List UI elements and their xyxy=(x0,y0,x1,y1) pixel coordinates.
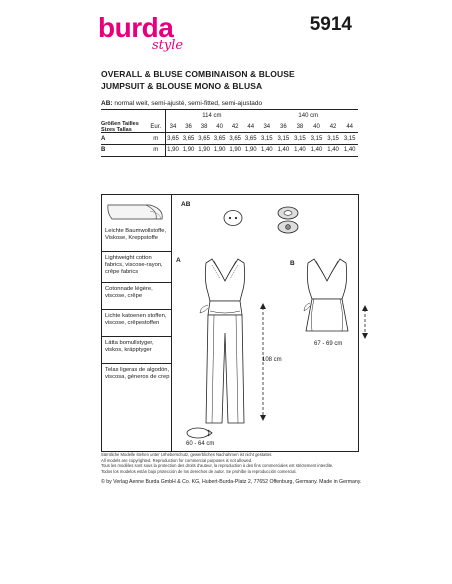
yardage-cell: 1,90 xyxy=(244,146,257,153)
table-row-a xyxy=(101,133,358,144)
yardage-cell: 3,15 xyxy=(294,135,306,142)
eur-label: Eur. xyxy=(150,124,162,130)
waist-a-measure: 60 - 64 cm xyxy=(186,441,215,447)
size-cell: 42 xyxy=(329,124,337,130)
fit-prefix: AB: xyxy=(101,100,113,107)
fabric-sv: Lätta bomullstyger, viskos, kräpptyger xyxy=(105,340,154,354)
blouse-b-illustration xyxy=(302,255,352,335)
button-icon xyxy=(222,209,244,227)
unit-label: m xyxy=(153,146,159,153)
view-ab-label: AB xyxy=(181,201,191,208)
yardage-cell: 3,15 xyxy=(343,135,356,142)
yardage-cell: 3,65 xyxy=(229,135,242,142)
legal-line-de: Sämtliche Modelle stehen unter Urheberschutz, gewerbliches Nachahmen ist nicht gestattet. xyxy=(101,452,273,457)
burda-style-logo xyxy=(98,12,184,53)
length-arrow-b xyxy=(360,305,370,339)
brand-sub: style xyxy=(152,38,184,53)
yardage-cell: 3,65 xyxy=(244,135,257,142)
fabric-divider xyxy=(102,251,171,252)
fabric-fr: Cotonnade légère, viscose, crêpe xyxy=(105,286,153,300)
title-line-2: JUMPSUIT & BLOUSE MONO & BLUSA xyxy=(101,80,263,91)
copyright-line: © by Verlag Aenne Burda GmbH & Co. KG, Hubert-Burda-Platz 2, 77652 Offenburg, Germany. Made in Germany. xyxy=(101,479,362,485)
yardage-cell: 1,40 xyxy=(310,146,323,153)
table-width-row xyxy=(101,110,358,121)
jumpsuit-a-illustration xyxy=(190,253,260,428)
fabric-de: Leichte Baumwollstoffe, Viskose, Kreppstoffe xyxy=(105,228,167,242)
legal-notice xyxy=(101,452,333,474)
yardage-cell: 1,90 xyxy=(167,146,179,153)
view-b-label: B xyxy=(290,260,295,267)
yardage-cell: 1,40 xyxy=(277,146,290,153)
yardage-cell: 1,90 xyxy=(198,146,210,153)
unit-label: m xyxy=(153,135,159,142)
size-cell: 38 xyxy=(296,124,304,130)
pattern-titles xyxy=(101,69,295,92)
width-140-label: 140 cm xyxy=(298,112,319,119)
yardage-cell: 3,15 xyxy=(277,135,290,142)
yardage-cell: 1,90 xyxy=(213,146,226,153)
fabric-es: Telas ligeras de algodón, viscosa, géneros de crep xyxy=(105,367,170,381)
size-cell: 44 xyxy=(247,124,255,130)
yardage-cell: 3,65 xyxy=(198,135,210,142)
fabric-swatch-icon xyxy=(106,201,166,223)
fabric-divider xyxy=(102,336,171,337)
width-114-label: 114 cm xyxy=(202,112,222,119)
fabric-column-divider xyxy=(171,195,172,451)
brand-name: burda xyxy=(98,12,174,43)
yardage-cell: 1,40 xyxy=(260,146,273,153)
fabric-nl: Lichte katoenen stoffen, viscose, crêpestoffen xyxy=(105,313,167,327)
fabric-divider xyxy=(102,363,171,364)
illustration-panel xyxy=(101,194,359,452)
size-cell: 40 xyxy=(216,124,223,130)
table-bottom-rule xyxy=(101,156,358,157)
size-cell: 34 xyxy=(263,124,271,130)
pattern-number: 5914 xyxy=(309,14,352,35)
size-cell: 44 xyxy=(346,124,353,130)
table-row-b xyxy=(101,144,358,155)
yardage-cell: 3,15 xyxy=(310,135,323,142)
yardage-cell: 1,40 xyxy=(343,146,356,153)
waist-measure-icon xyxy=(184,426,214,440)
length-a-measure: 108 cm xyxy=(262,357,282,363)
fabric-divider xyxy=(102,309,171,310)
size-cell: 36 xyxy=(280,124,287,130)
yardage-cell: 1,90 xyxy=(182,146,195,153)
yardage-cell: 1,90 xyxy=(229,146,242,153)
fabric-divider xyxy=(102,282,171,283)
legal-line-es: Todos los modelos están bajo protección de los derechos de autor. Se prohíbe la reproducción comercial. xyxy=(101,468,297,474)
yardage-cell: 3,65 xyxy=(213,135,226,142)
fit-description xyxy=(101,100,262,107)
yardage-table xyxy=(101,110,358,155)
fabric-en: Lightweight cotton fabrics, viscose-rayon, crêpe fabrics xyxy=(105,255,163,276)
view-label: B xyxy=(101,146,106,153)
fit-text: normal weit, semi-ajusté, semi-fitted, semi-ajustado xyxy=(112,100,263,107)
yardage-cell: 3,15 xyxy=(260,135,273,142)
size-cell: 34 xyxy=(169,124,177,130)
yardage-cell: 3,65 xyxy=(167,135,179,142)
sizes-label: Größen Tailles Sizes Tallas xyxy=(101,121,139,133)
view-a-label: A xyxy=(176,257,181,264)
legal-line-fr: Tous les modèles sont sous la protection des droits d'auteur, la reproduction à des fins commerciales est strictement interdite. xyxy=(101,463,334,468)
table-size-row xyxy=(101,121,358,133)
length-b-measure: 67 - 69 cm xyxy=(314,341,343,347)
size-cell: 42 xyxy=(231,124,239,130)
title-line-1: OVERALL & BLUSE COMBINAISON & BLOUSE xyxy=(101,69,295,79)
view-label: A xyxy=(101,135,106,142)
yardage-cell: 3,65 xyxy=(182,135,195,142)
size-cell: 40 xyxy=(313,124,320,130)
yardage-cell: 1,40 xyxy=(327,146,339,153)
size-cell: 36 xyxy=(185,124,192,130)
legal-line-en: All models are copyrighted. Reproduction for commercial purposes is not allowed. xyxy=(101,457,253,463)
yardage-cell: 1,40 xyxy=(294,146,306,153)
yardage-cell: 3,15 xyxy=(327,135,339,142)
size-cell: 38 xyxy=(200,124,208,130)
snap-fastener-icon xyxy=(276,205,300,235)
